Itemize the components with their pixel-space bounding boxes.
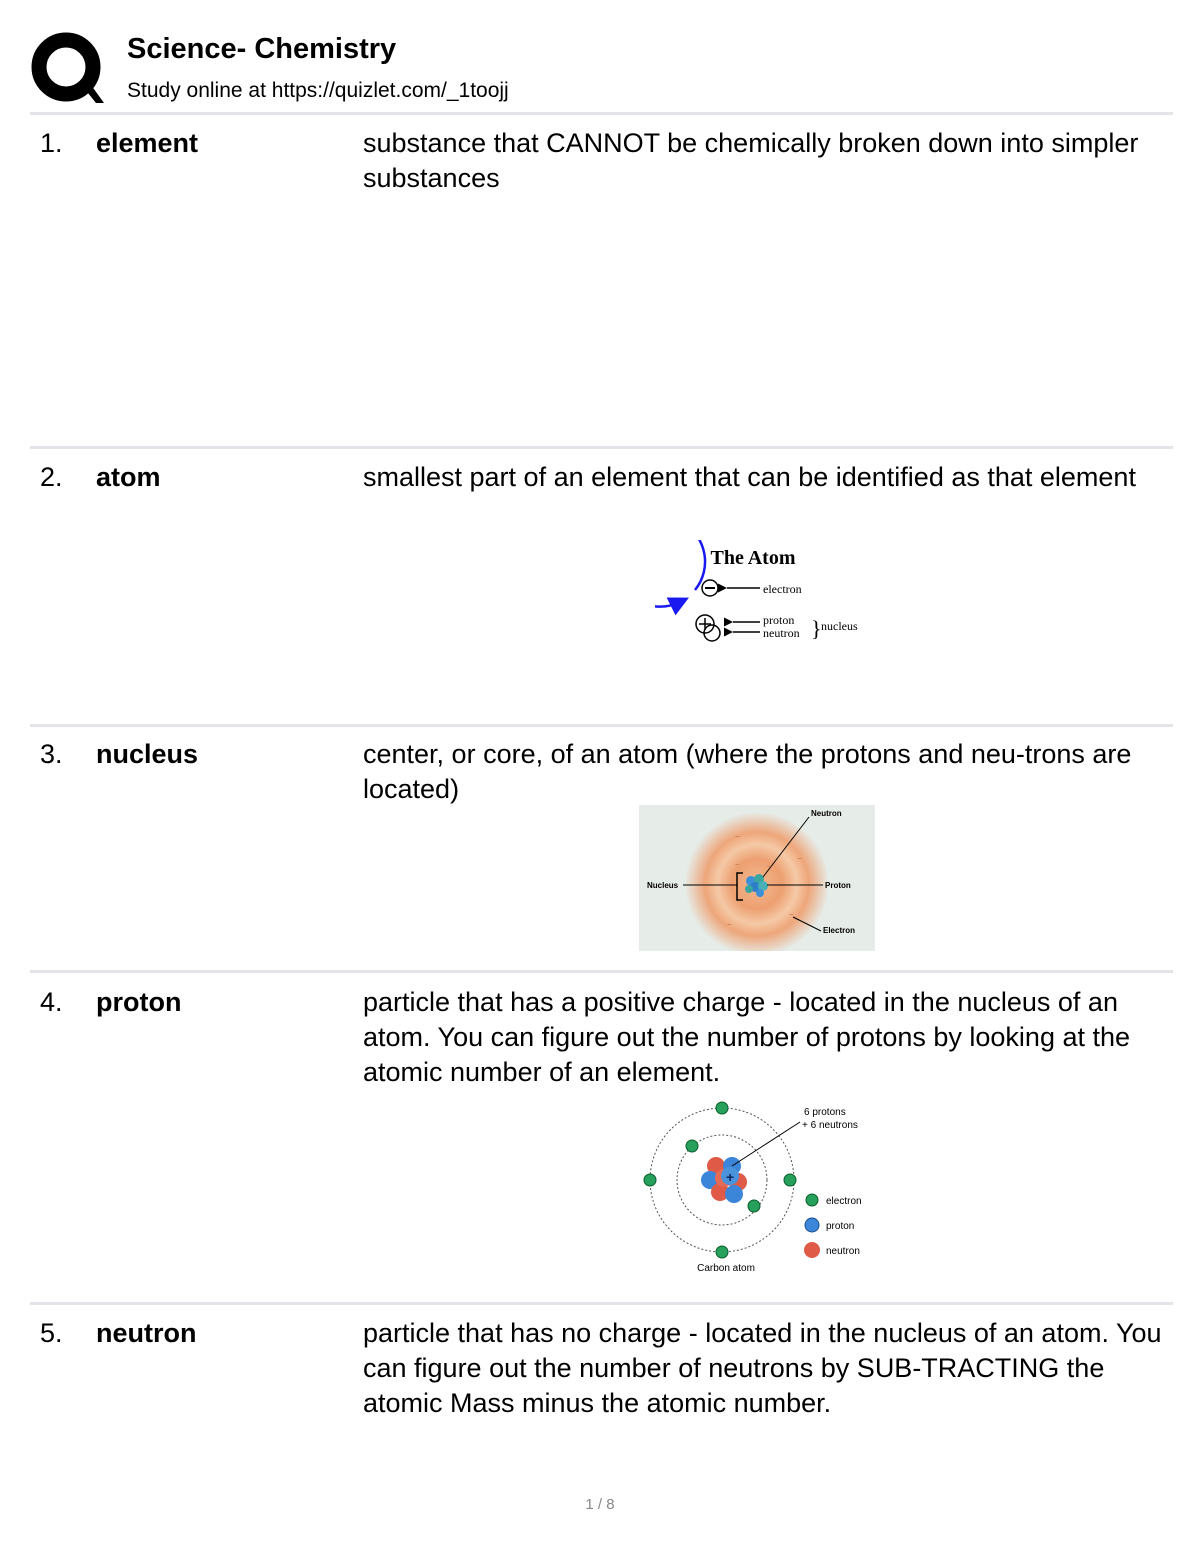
divider bbox=[30, 724, 1173, 727]
card-definition: particle that has a positive charge - located in the nucleus of an atom. You can figure out the number of protons by looking at the atomic number of an element. bbox=[363, 987, 1131, 1087]
electron-label: electron bbox=[763, 582, 802, 596]
proton-label: Proton bbox=[825, 881, 851, 890]
proton-icon bbox=[805, 1218, 819, 1232]
svg-text:−: − bbox=[789, 910, 794, 919]
legend-proton: proton bbox=[826, 1221, 855, 1232]
nucleus-label: Nucleus bbox=[647, 881, 679, 890]
divider bbox=[30, 112, 1173, 115]
divider bbox=[30, 446, 1173, 449]
electron-label: Electron bbox=[823, 926, 856, 935]
card-definition: center, or core, of an atom (where the protons and neu-trons are located) bbox=[363, 739, 1132, 804]
svg-text:−: − bbox=[767, 862, 772, 871]
legend-electron: electron bbox=[826, 1196, 862, 1207]
neutron-label: Neutron bbox=[811, 809, 842, 818]
atom-diagram bbox=[655, 540, 875, 680]
card-number: 5. bbox=[40, 1318, 63, 1348]
card-term: element bbox=[96, 128, 199, 158]
card-number: 2. bbox=[40, 462, 63, 492]
atom-title: The Atom bbox=[710, 547, 796, 569]
page-number: 1 / 8 bbox=[585, 1496, 615, 1513]
svg-text:−: − bbox=[735, 860, 740, 869]
divider bbox=[30, 970, 1173, 973]
nucleus-label: nucleus bbox=[821, 619, 858, 633]
neutron-label: neutron bbox=[763, 626, 800, 640]
card-number: 4. bbox=[40, 987, 63, 1017]
legend-neutron: neutron bbox=[826, 1246, 860, 1257]
carbon-caption: Carbon atom bbox=[697, 1263, 755, 1274]
svg-text:+: + bbox=[726, 1169, 735, 1185]
proton-label: proton bbox=[763, 613, 795, 627]
card-number: 1. bbox=[40, 128, 63, 158]
svg-text:−: − bbox=[735, 832, 740, 841]
brace: } bbox=[811, 616, 822, 641]
nucleus-diagram bbox=[639, 805, 875, 951]
electron-orbit bbox=[655, 540, 705, 607]
nucleus-cluster bbox=[701, 1157, 747, 1203]
card-term: atom bbox=[96, 462, 161, 492]
card-definition: particle that has no charge - located in the nucleus of an atom. You can figure out the number of neutrons by SUB-TRACTING the atomic Mass minus the atomic number. bbox=[363, 1318, 1162, 1418]
svg-text:−: − bbox=[797, 854, 802, 863]
card-definition: smallest part of an element that can be identified as that element bbox=[363, 462, 1136, 492]
page-title: Science- Chemistry bbox=[127, 33, 397, 65]
quizlet-logo bbox=[30, 31, 106, 107]
card-term: nucleus bbox=[96, 739, 199, 769]
svg-text:−: − bbox=[727, 920, 732, 929]
carbon-atom-diagram bbox=[640, 1096, 880, 1276]
card-number: 3. bbox=[40, 739, 63, 769]
electron-icon bbox=[806, 1194, 818, 1206]
legend bbox=[804, 1194, 862, 1258]
study-link[interactable]: Study online at https://quizlet.com/_1toojj bbox=[127, 79, 509, 102]
neutrons-count: + 6 neutrons bbox=[802, 1120, 858, 1131]
card-term: proton bbox=[96, 987, 182, 1017]
card-definition: substance that CANNOT be chemically broken down into simpler substances bbox=[363, 128, 1139, 193]
card-term: neutron bbox=[96, 1318, 197, 1348]
divider bbox=[30, 1302, 1173, 1305]
protons-count: 6 protons bbox=[804, 1107, 846, 1118]
neutron-icon bbox=[804, 1242, 820, 1258]
